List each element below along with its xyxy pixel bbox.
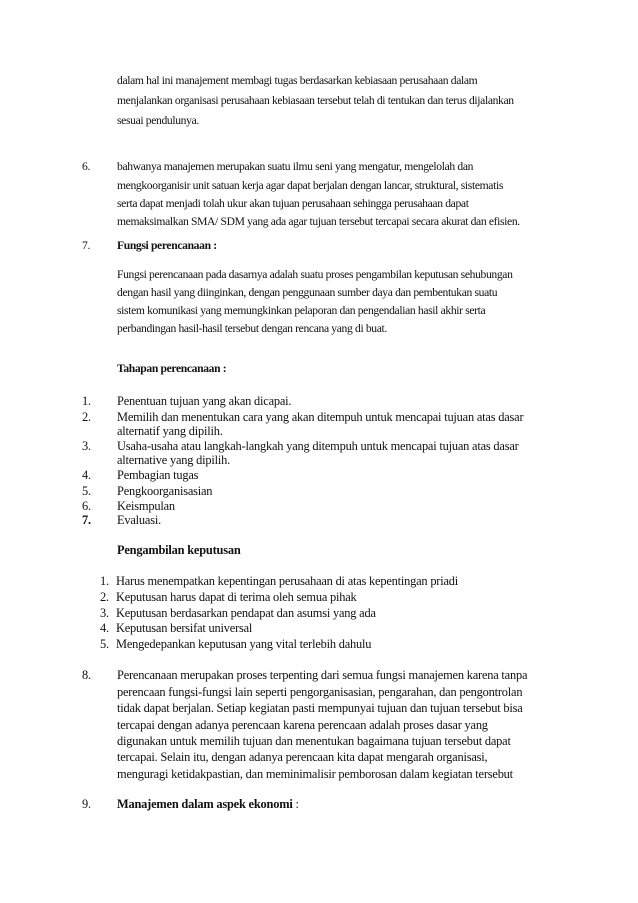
section-heading-line xyxy=(117,797,299,812)
paragraph-line: dengan hasil yang diinginkan, dengan penggunaan sumber daya dan pembentukan suatu xyxy=(117,286,498,299)
paragraph-line: sistem komunikasi yang memungkinkan pelaporan dan pengendalian hasil akhir serta xyxy=(117,304,486,317)
paragraph-line: tidak dapat berjalan. Setiap kegiatan pasti mempunyai tujuan dan tujuan tersebut bisa xyxy=(117,701,523,715)
list-item-continuation: alternative yang dipilih. xyxy=(117,453,231,467)
list-number: 7. xyxy=(82,513,91,527)
list-item: Penentuan tujuan yang akan dicapai. xyxy=(117,394,292,408)
list-item: Keismpulan xyxy=(117,499,175,513)
subsection-heading: Pengambilan keputusan xyxy=(117,543,241,557)
paragraph-line: menguragi ketidakpastian, dan meminimalisir pemborosan dalam kegiatan tersebut xyxy=(117,767,513,781)
list-item: Evaluasi. xyxy=(117,513,161,527)
intro-line: sesuai pendulunya. xyxy=(117,114,199,127)
list-number: 2. xyxy=(82,410,91,424)
item-number: 9. xyxy=(82,797,91,811)
list-number: 4. xyxy=(82,468,91,482)
list-item: Usaha-usaha atau langkah-langkah yang ditempuh untuk mencapai tujuan atas dasar xyxy=(117,439,519,453)
list-number: 1. xyxy=(82,394,91,408)
list-number: 3. xyxy=(100,606,109,620)
paragraph-line: perencaan fungsi-fungsi lain seperti pengorganisasian, pengarahan, dan pengontrolan xyxy=(117,685,523,699)
item-number: 8. xyxy=(82,668,91,682)
paragraph-line: perbandingan hasil-hasil tersebut dengan rencana yang di buat. xyxy=(117,322,387,335)
paragraph-line: Fungsi perencanaan pada dasarnya adalah suatu proses pengambilan keputusan sehubungan xyxy=(117,268,513,281)
list-item: Keputusan berdasarkan pendapat dan asumsi yang ada xyxy=(116,606,376,620)
paragraph-line: bahwanya manajemen merupakan suatu ilmu seni yang mengatur, mengelolah dan xyxy=(117,160,474,173)
item-number: 6. xyxy=(82,160,90,173)
list-item: Memilih dan menentukan cara yang akan ditempuh untuk mencapai tujuan atas dasar xyxy=(117,410,524,424)
list-item: Keputusan harus dapat di terima oleh semua pihak xyxy=(116,590,357,604)
list-item-continuation: alternatif yang dipilih. xyxy=(117,424,223,438)
list-item: Pembagian tugas xyxy=(117,468,199,482)
list-item: Pengkoorganisasian xyxy=(117,484,213,498)
list-number: 3. xyxy=(82,439,91,453)
paragraph-line: Perencanaan merupakan proses terpenting dari semua fungsi manajemen karena tanpa xyxy=(117,668,528,682)
intro-line: dalam hal ini manajement membagi tugas berdasarkan kebiasaan perusahaan dalam xyxy=(117,74,478,87)
list-number: 5. xyxy=(100,637,109,651)
paragraph-line: tercapai. Selain itu, dengan adanya perencaan kita dapat mengarah organisasi, xyxy=(117,750,488,764)
list-number: 1. xyxy=(100,574,109,588)
list-number: 5. xyxy=(82,484,91,498)
subsection-heading: Tahapan perencanaan : xyxy=(117,362,227,375)
section-heading: Fungsi perencanaan : xyxy=(117,239,217,252)
item-number: 7. xyxy=(82,239,90,252)
heading-colon: : xyxy=(292,797,299,811)
paragraph-line: serta dapat menjadi tolah ukur akan tujuan perusahaan sehingga perusahaan dapat xyxy=(117,197,469,210)
paragraph-line: tercapai dengan adanya perencaan karena perencaan adalah proses dasar yang xyxy=(117,718,488,732)
paragraph-line: digunakan untuk memilih tujuan dan menentukan bagaimana tujuan tersebut dapat xyxy=(117,734,511,748)
paragraph-line: mengkoorganisir unit satuan kerja agar dapat berjalan dengan lancar, struktural, sistematis xyxy=(117,179,503,192)
list-item: Mengedepankan keputusan yang vital terlebih dahulu xyxy=(116,637,372,651)
list-item: Harus menempatkan kepentingan perusahaan di atas kepentingan priadi xyxy=(116,574,459,588)
list-item: Keputusan bersifat universal xyxy=(116,621,253,635)
list-number: 6. xyxy=(82,499,91,513)
list-number: 4. xyxy=(100,621,109,635)
paragraph-line: memaksimalkan SMA/ SDM yang ada agar tujuan tersebut tercapai secara akurat dan efisien. xyxy=(117,215,520,228)
section-heading: Manajemen dalam aspek ekonomi xyxy=(117,797,293,811)
intro-line: menjalankan organisasi perusahaan kebiasaan tersebut telah di tentukan dan terus dijalankan xyxy=(117,94,514,107)
list-number: 2. xyxy=(100,590,109,604)
